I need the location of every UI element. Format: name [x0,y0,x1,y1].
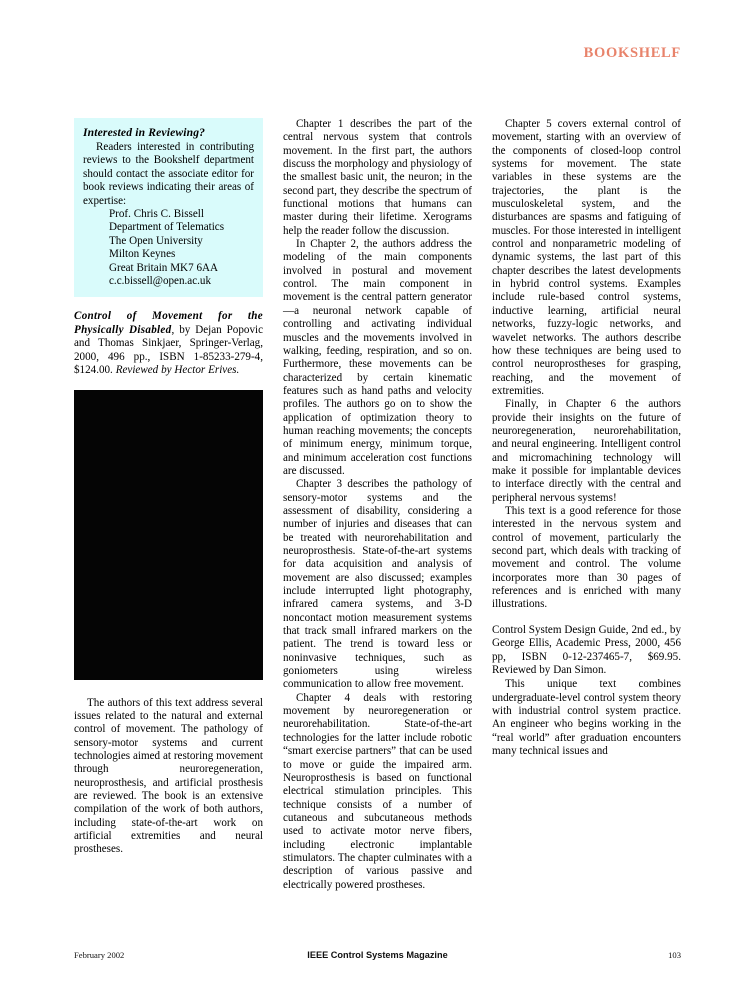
review-1-paragraph-2: Chapter 1 describes the part of the central nervous system that controls movement. In the first part, the authors discuss the morphology and physiology of the smallest basic unit, the neuron; in the second part, they describe the spectrum of functional motions that humans can master during their lifetime. Xerograms help the reader follow the discussion. [283,118,472,237]
column-3 [492,118,681,758]
footer-issue-date: February 2002 [74,950,125,960]
review-1-reviewer: Reviewed by Hector Erives. [115,364,240,377]
review-2-citation [492,624,681,678]
review-2-paragraph-1: This unique text combines undergraduate-level control system theory with industrial control system practice. An engineer who begins working in the “real world” after graduation encounters many technical issues and [492,678,681,758]
review-1-title: Control of Movement for the Physically Disabled [74,310,263,336]
review-2-title: Control System Design Guide [492,623,626,636]
review-1-paragraph-5: Chapter 4 deals with restoring movement by neuroregeneration or neurorehabilitation. State-of-the-art technologies for the latter include robotic “smart exercise partners” that can be used to move or guide the impaired arm. Neuroprosthesis is based on functional electrical stimulation principles. This technique consists of a number of cutaneous and subcutaneous methods used to activate motor nerve fibers, including electronic implantable stimulators. The chapter culminates with a description of various passive and electrically powered prostheses. [283,691,472,891]
review-1-paragraph-8: This text is a good reference for those interested in the nervous system and control of movement, particularly the second part, which deals with tracking of movement and control. The volume incorporates more than 30 pages of references and is enriched with many illustrations. [492,504,681,611]
callout-body: Readers interested in contributing reviews to the Bookshelf department should contact the associate editor for book reviews indicating their areas of expertise: [83,141,254,207]
review-1-citation [74,310,263,377]
footer-magazine-title: IEEE Control Systems Magazine [307,950,448,960]
review-1-paragraph-7: Finally, in Chapter 6 the authors provide their insights on the future of neuroregeneration, neurorehabilitation, and neural engineering. Intelligent control and micromachining technology will make it possible for implantable devices to interface directly with the central and peripheral nervous systems! [492,398,681,504]
callout-address-line-5: Great Britain MK7 6AA [109,261,219,274]
footer-page-number: 103 [668,950,681,960]
article-columns [74,118,681,930]
review-2-reviewer: Reviewed by Dan Simon. [492,663,607,676]
column-1 [74,118,263,857]
review-1-publication-info: , by Dejan Popovic and Thomas Sinkjaer, Springer-Verlag, 2000, 496 pp., ISBN 1-85233-279-4, $124.00. [74,323,263,377]
callout-email[interactable]: c.c.bissell@open.ac.uk [109,275,212,288]
review-1-paragraph-1: The authors of this text address several issues related to the natural and external control of movement. The pathology of sensory-motor systems and current technologies aimed at restoring movement through neuroregeneration, neuroprosthesis, and artificial prosthesis are reviewed. The book is an extensive compilation of the work of both authors, including state-of-the-art work on artificial extremities and neural prostheses. [74,696,263,856]
book-cover-image [74,390,263,680]
review-2-publication-info: , 2nd ed., by George Ellis, Academic Press, 2000, 456 pp, ISBN 0-12-237465-7, $69.95. [492,623,681,663]
review-1-paragraph-3: In Chapter 2, the authors address the modeling of the main components involved in postural and movement control. The main component in movement is the central pattern generator—a neuronal network capable of controlling and activating individual muscles and the movements involved in walking, feeding, respiration, and so on. Furthermore, these movements can be characterized by certain kinematic features such as hand paths and velocity profiles. The authors go on to show the application of optimization theory to human reaching movements; the concepts of minimum energy, minimum torque, and minimum acceleration cost functions are discussed. [283,238,472,477]
callout-address-line-2: Department of Telematics [109,221,225,234]
callout-heading: Interested in Reviewing? [83,126,206,139]
callout-address-line-4: Milton Keynes [109,248,176,261]
callout-address-line-3: The Open University [109,234,203,247]
review-1-paragraph-4: Chapter 3 describes the pathology of sensory-motor systems and the assessment of disability, considering a number of injuries and diseases that can be treated with neurorehabilitation and neuroprosthesis. State-of-the-art systems for data acquisition and analysis of movement are also discussed; examples include interrupted light photography, infrared camera systems, and 3-D noncontact motion measurement systems that track small infrared markers on the patient. The trend is toward less or noninvasive techniques, such as goniometers using wireless communication to allow free movement. [283,478,472,691]
callout-address-line-1: Prof. Chris C. Bissell [109,208,204,221]
review-1-paragraph-6: Chapter 5 covers external control of movement, starting with an overview of the components of closed-loop control systems for movement. The state variables in these systems are the trajectories, the plant is the musculoskeletal system, and the disturbances are spasms and fatiguing of muscles. For those interested in intelligent control and nonparametric modeling of dynamic systems, the last part of this chapter describes the latest developments in hybrid control systems. Examples include rule-based control systems, inductive learning, artificial neural networks, fuzzy-logic networks, and wavelet networks. The authors describe how these techniques are being used to control neuroprostheses for grasping, reaching, and the movement of extremities. [492,118,681,397]
running-head: BOOKSHELF [583,45,681,61]
interested-in-reviewing-callout [74,118,263,297]
column-2 [283,118,472,892]
page-footer [74,948,681,962]
